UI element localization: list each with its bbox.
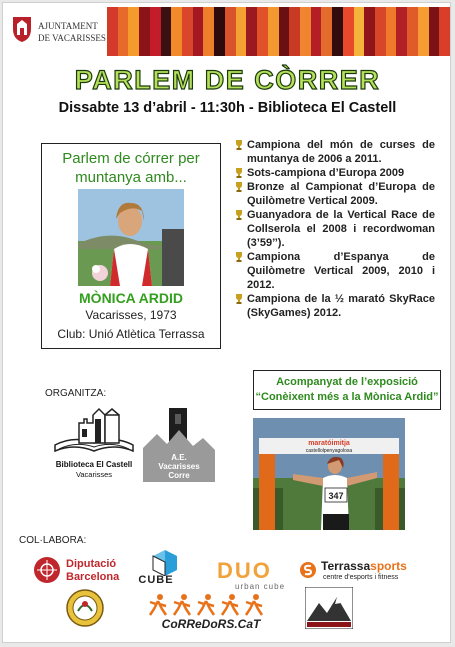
header-stripe — [429, 7, 440, 56]
header-stripe — [161, 7, 172, 56]
profile-box — [41, 143, 221, 349]
header-stripe — [225, 7, 236, 56]
exposition-line1: Acompanyat de l’exposició — [276, 376, 418, 388]
logo-line1: AJUNTAMENT — [38, 21, 98, 31]
corredors-label: CoRReDoRS.CaT — [161, 617, 261, 631]
corredors-logo — [146, 593, 276, 631]
header-stripe — [386, 7, 397, 56]
cube-label: CUBE — [138, 574, 174, 586]
athlete-name: MÒNICA ARDID — [79, 290, 183, 306]
terrassa-sports-label: Terrassasports — [321, 559, 407, 573]
duo-sublabel: urban cube — [235, 582, 286, 591]
terrassa-sports-sublabel: centre d'esports i fitness — [323, 574, 399, 581]
finish-banner-subtext: castellolpenyagolosa — [305, 448, 353, 454]
achievement-item: Campiona d’Espanya de Quilòmetre Vertical 2009, 2010 i 2012. — [235, 250, 435, 292]
header-stripe — [300, 7, 311, 56]
achievement-item: Campiona de la ½ marató SkyRace (SkyGames) 2012. — [235, 292, 435, 320]
header-stripe — [128, 7, 139, 56]
header-stripe — [439, 7, 450, 56]
header-stripe — [107, 7, 118, 56]
finish-banner-text: maratóimitja — [308, 440, 350, 447]
header-stripe — [418, 7, 429, 56]
achievement-item: Guanyadora de la Vertical Race de Collserola el 2008 i recordwoman (3’59’’). — [235, 208, 435, 250]
athlete-origin: Vacarisses, 1973 — [85, 308, 177, 322]
ajuntament-logo — [11, 13, 121, 53]
header-stripe — [375, 7, 386, 56]
portrait-photo — [78, 189, 184, 286]
race-bib-number: 347 — [328, 491, 344, 501]
library-logo — [49, 405, 139, 481]
achievement-item: Bronze al Campionat d’Europa de Quilòmetre Vertical 2009. — [235, 180, 435, 208]
header-stripes — [107, 7, 450, 56]
collaborators-label: COL·LABORA: — [19, 535, 87, 546]
header-stripe — [364, 7, 375, 56]
header — [3, 3, 451, 59]
trophy-icon — [235, 294, 243, 304]
race-finish-photo — [253, 418, 405, 530]
library-town: Vacarisses — [75, 470, 113, 479]
header-stripe — [343, 7, 354, 56]
circular-badge-logo — [66, 589, 104, 627]
ae-line3: Corre — [168, 471, 190, 480]
achievements-list — [235, 138, 435, 320]
exposition-box — [253, 370, 441, 410]
diputacio-emblem-icon — [33, 556, 61, 584]
trophy-icon — [235, 210, 243, 220]
terrassa-sports-icon — [299, 561, 317, 579]
cube-icon — [135, 548, 195, 576]
ae-line2: Vacarisses — [158, 462, 200, 471]
header-stripe — [268, 7, 279, 56]
header-stripe — [396, 7, 407, 56]
header-stripe — [246, 7, 257, 56]
mountain-club-logo — [305, 587, 353, 629]
trophy-icon — [235, 252, 243, 262]
exposition-line2: “Conèixent més a la Mònica Ardid” — [255, 391, 439, 403]
ae-vacarisses-logo — [143, 408, 215, 482]
header-stripe — [236, 7, 247, 56]
header-stripe — [257, 7, 268, 56]
trophy-icon — [235, 168, 243, 178]
trophy-icon — [235, 140, 243, 150]
athlete-club: Club: Unió Atlètica Terrassa — [57, 327, 205, 341]
profile-intro: Parlem de córrer per muntanya amb... — [62, 150, 200, 186]
organizers-label: ORGANITZA: — [45, 388, 107, 399]
library-name: Biblioteca El Castell — [55, 460, 133, 469]
terrassa-sports-logo — [299, 559, 429, 587]
trophy-icon — [235, 182, 243, 192]
event-title: PARLEM DE CÒRRER — [74, 65, 381, 95]
header-stripe — [289, 7, 300, 56]
logo-line2: DE VACARISSES — [38, 33, 106, 43]
castle-book-icon — [49, 405, 139, 461]
header-stripe — [171, 7, 182, 56]
header-stripe — [407, 7, 418, 56]
header-stripe — [354, 7, 365, 56]
achievement-item: Campiona del món de curses de muntanya de 2006 a 2011. — [235, 138, 435, 166]
header-stripe — [214, 7, 225, 56]
diputacio-line1: Diputació — [66, 558, 117, 570]
header-stripe — [332, 7, 343, 56]
header-stripe — [203, 7, 214, 56]
duo-logo — [213, 558, 289, 592]
achievement-item: Sots-campiona d’Europa 2009 — [235, 166, 435, 180]
header-stripe — [118, 7, 129, 56]
header-stripe — [311, 7, 322, 56]
diputacio-logo — [33, 556, 123, 588]
header-stripe — [193, 7, 204, 56]
header-stripe — [150, 7, 161, 56]
cube-logo — [135, 548, 195, 590]
duo-label: DUO — [217, 558, 272, 583]
header-stripe — [279, 7, 290, 56]
runners-icon — [146, 593, 276, 617]
poster — [2, 2, 451, 643]
event-datetime: Dissabte 13 d’abril - 11:30h - Biblioteca El Castell — [58, 100, 397, 116]
header-stripe — [321, 7, 332, 56]
ae-line1: A.E. — [171, 453, 187, 462]
header-stripe — [182, 7, 193, 56]
diputacio-line2: Barcelona — [66, 571, 120, 583]
header-stripe — [139, 7, 150, 56]
crest-icon — [11, 15, 33, 43]
